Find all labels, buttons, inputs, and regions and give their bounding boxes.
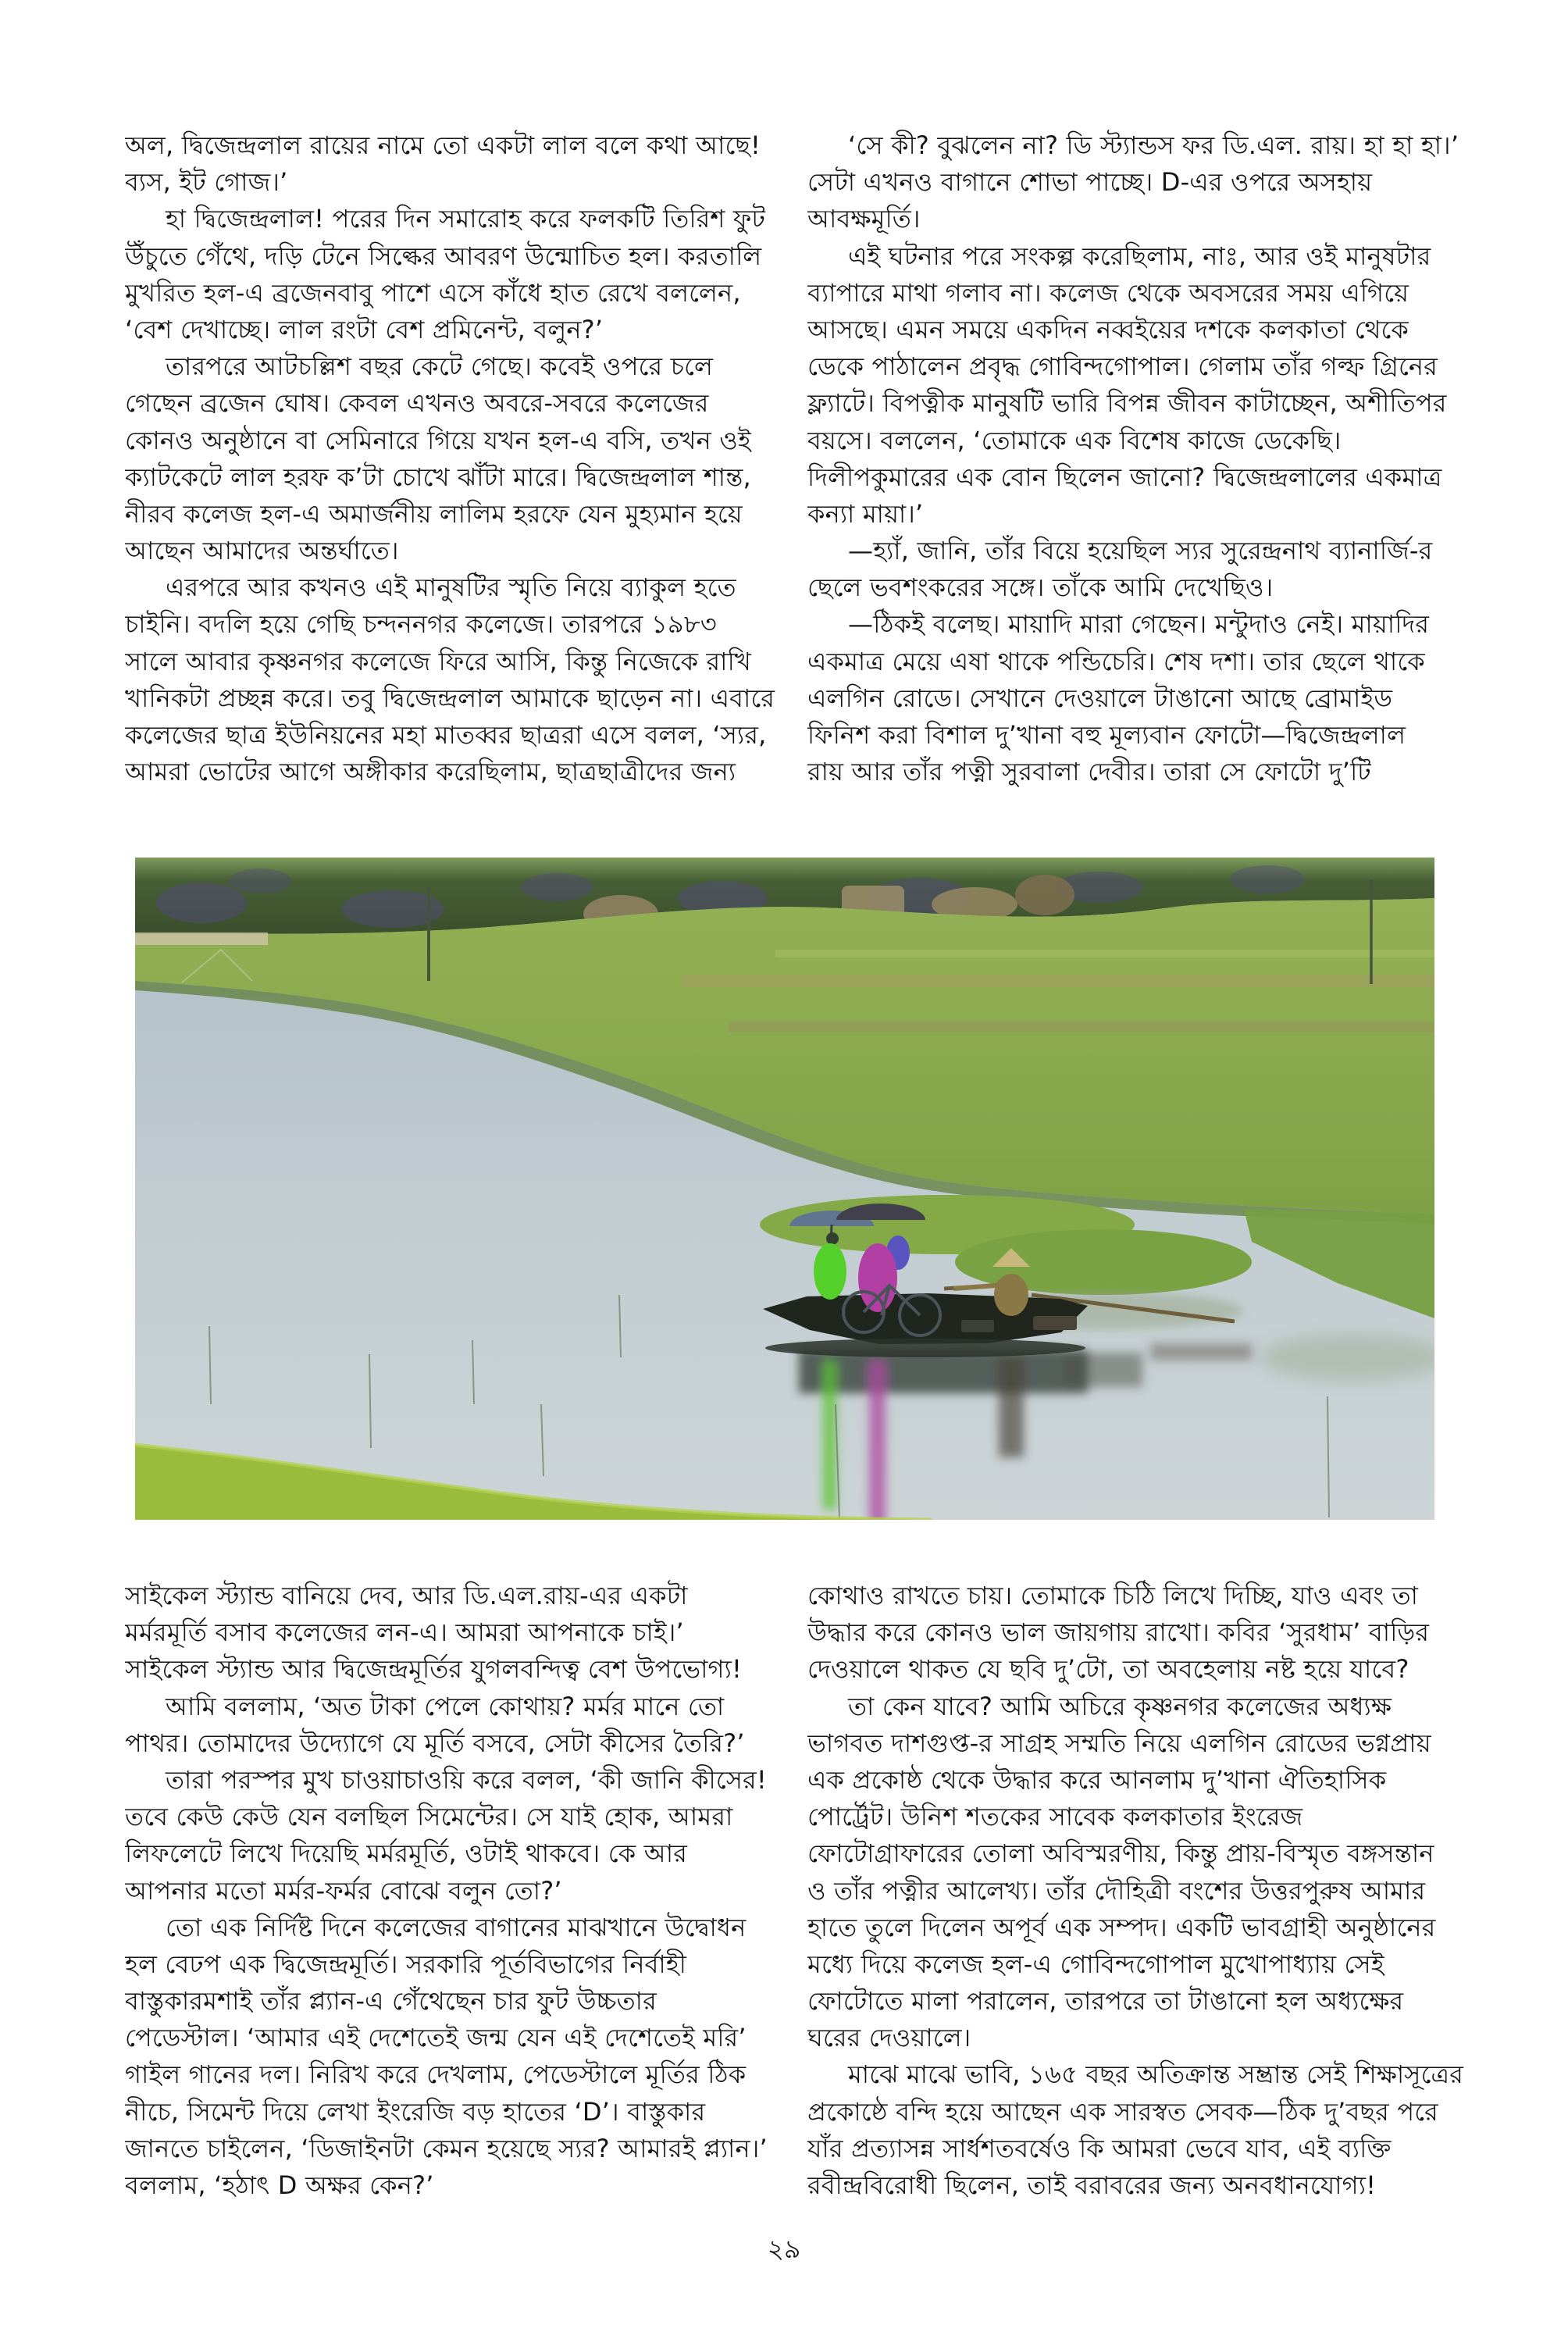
text-line: নীচে, সিমেন্ট দিয়ে লেখা ইংরেজি বড় হাতের ‘D’। বাস্তুকার bbox=[125, 2096, 706, 2127]
text-line: প্রকোষ্ঠে বন্দি হয়ে আছেন এক সারস্বত সেবক—ঠিক দু’বছর পরে bbox=[807, 2096, 1438, 2127]
text-line: সেটা এখনও বাগানে শোভা পাচ্ছে। D-এর ওপরে অসহায় bbox=[807, 167, 1373, 198]
text-line: মধ্যে দিয়ে কলেজ হল-এ গোবিন্দগোপাল মুখোপাধ্যায় সেই bbox=[807, 1949, 1384, 1979]
text-line: ঘরের দেওয়ালে। bbox=[807, 2023, 971, 2053]
text-line: উঁচুতে গেঁথে, দড়ি টেনে সিল্কের আবরণ উন্মোচিত হল। করতালি bbox=[125, 241, 762, 271]
text-line: গাইল গানের দল। নিরিখ করে দেখলাম, পেডেস্টালে মূর্তির ঠিক bbox=[125, 2059, 747, 2090]
text-line: হল বেঢপ এক দ্বিজেন্দ্রমূর্তি। সরকারি পূর্তবিভাগের নির্বাহী bbox=[125, 1949, 687, 1979]
text-line: এই ঘটনার পরে সংকল্প করেছিলাম, নাঃ, আর ওই মানুষটার bbox=[848, 241, 1431, 271]
text-line: ‘সে কী? বুঝলেন না? ডি স্ট্যান্ডস ফর ডি.এল. রায়। হা হা হা।’ bbox=[848, 130, 1459, 160]
text-line: গেছেন ব্রজেন ঘোষ। কেবল এখনও অবরে-সবরে কলেজের bbox=[125, 388, 709, 419]
text-line: লিফলেটে লিখে দিয়েছি মর্মরমূর্তি, ওটাই থাকবে। কে আর bbox=[125, 1838, 688, 1869]
text-line: তারপরে আটচল্লিশ বছর কেটে গেছে। কবেই ওপরে চলে bbox=[166, 351, 714, 382]
bottom-right-column bbox=[807, 1578, 1466, 2204]
text-line: আবক্ষমূর্তি। bbox=[807, 204, 921, 234]
text-line: তো এক নির্দিষ্ট দিনে কলেজের বাগানের মাঝখানে উদ্বোধন bbox=[166, 1912, 747, 1942]
text-line: আমি বললাম, ‘অত টাকা পেলে কোথায়? মর্মর মানে তো bbox=[166, 1691, 725, 1721]
text-line: জানতে চাইলেন, ‘ডিজাইনটা কেমন হয়েছে স্যর? আমারই প্ল্যান।’ bbox=[125, 2133, 768, 2163]
text-line: কলেজের ছাত্র ইউনিয়নের মহা মাতব্বর ছাত্ররা এসে বলল, ‘স্যর, bbox=[125, 720, 767, 750]
text-line: তবে কেউ কেউ যেন বলছিল সিমেন্টের। সে যাই হোক, আমরা bbox=[125, 1802, 733, 1832]
bottom-left-column bbox=[125, 1578, 784, 2204]
top-text-block bbox=[125, 127, 1466, 790]
text-line: কোনও অনুষ্ঠানে বা সেমিনারে গিয়ে যখন হল-এ বসি, তখন ওই bbox=[125, 425, 751, 455]
text-line: সালে আবার কৃষ্ণনগর কলেজে ফিরে আসি, কিন্তু নিজেকে রাখি bbox=[125, 646, 751, 676]
text-line: বললাম, ‘হঠাৎ D অক্ষর কেন?’ bbox=[125, 2170, 434, 2200]
text-line: খানিকটা প্রচ্ছন্ন করে। তবু দ্বিজেন্দ্রলাল আমাকে ছাড়েন না। এবারে bbox=[125, 683, 775, 713]
river-photo-graphic bbox=[135, 858, 1434, 1520]
text-line: সাইকেল স্ট্যান্ড বানিয়ে দেব, আর ডি.এল.রায়-এর একটা bbox=[125, 1581, 688, 1610]
text-line: ডেকে পাঠালেন প্রবৃদ্ধ গোবিন্দগোপাল। গেলাম তাঁর গল্ফ গ্রিনের bbox=[807, 351, 1438, 382]
text-line: ছেলে ভবশংকরের সঙ্গে। তাঁকে আমি দেখেছিও। bbox=[807, 572, 1274, 603]
text-line: —হ্যাঁ, জানি, তাঁর বিয়ে হয়েছিল স্যর সুরেন্দ্রনাথ ব্যানার্জি-র bbox=[848, 536, 1433, 566]
text-line: পেডেস্টাল। ‘আমার এই দেশেতেই জন্ম যেন এই দেশেতেই মরি’ bbox=[125, 2023, 747, 2053]
text-line: কন্যা মায়া।’ bbox=[807, 498, 924, 529]
bottom-text-block bbox=[125, 1578, 1466, 2204]
top-left-column bbox=[125, 127, 784, 790]
text-line: মর্মরমূর্তি বসাব কলেজের লন-এ। আমরা আপনাকে চাই।’ bbox=[125, 1617, 684, 1648]
text-line: তারা পরস্পর মুখ চাওয়াচাওয়ি করে বলল, ‘কী জানি কীসের! bbox=[166, 1764, 767, 1795]
text-line: ফ্ল্যাটে। বিপত্নীক মানুষটি ভারি বিপন্ন জীবন কাটাচ্ছেন, অশীতিপর bbox=[807, 388, 1447, 419]
text-line: দিলীপকুমারের এক বোন ছিলেন জানো? দ্বিজেন্দ্রলালের একমাত্র bbox=[807, 462, 1442, 492]
text-line: যাঁর প্রত্যাসন্ন সার্ধশতবর্ষেও কি আমরা ভেবে যাব, এই ব্যক্তি bbox=[807, 2133, 1392, 2163]
text-line: বাস্তুকারমশাই তাঁর প্ল্যান-এ গেঁথেছেন চার ফুট উচ্চতার bbox=[125, 1986, 657, 2017]
text-line: উদ্ধার করে কোনও ভাল জায়গায় রাখো। কবির ‘সুরধাম’ বাড়ির bbox=[807, 1617, 1430, 1648]
text-line: ও তাঁর পত্নীর আলেখ্য। তাঁর দৌহিত্রী বংশের উত্তরপুরুষ আমার bbox=[807, 1875, 1426, 1906]
text-line: এলগিন রোডে। সেখানে দেওয়ালে টাঙানো আছে ব্রোমাইড bbox=[807, 683, 1393, 713]
text-line: ক্যাটকেটে লাল হরফ ক’টা চোখে ঝাঁটা মারে। দ্বিজেন্দ্রলাল শান্ত, bbox=[125, 462, 751, 492]
text-line: আসছে। এমন সময়ে একদিন নব্বইয়ের দশকে কলকাতা থেকে bbox=[807, 314, 1409, 344]
text-line: মাঝে মাঝে ভাবি, ১৬৫ বছর অতিক্রান্ত সম্ভ্রান্ত সেই শিক্ষাসূত্রের bbox=[848, 2059, 1464, 2090]
text-line: তা কেন যাবে? আমি অচিরে কৃষ্ণনগর কলেজের অধ্যক্ষ bbox=[848, 1691, 1392, 1721]
text-line: হাতে তুলে দিলেন অপূর্ব এক সম্পদ। একটি ভাবগ্রাহী অনুষ্ঠানের bbox=[807, 1912, 1436, 1942]
page-number: ২৯ bbox=[767, 2234, 801, 2264]
text-line: হা দ্বিজেন্দ্রলাল! পরের দিন সমারোহ করে ফলকটি তিরিশ ফুট bbox=[166, 204, 766, 234]
text-line: মুখরিত হল-এ ব্রজেনবাবু পাশে এসে কাঁধে হাত রেখে বললেন, bbox=[125, 277, 741, 308]
text-line: পাথর। তোমাদের উদ্যোগে যে মূর্তি বসবে, সেটা কীসের তৈরি?’ bbox=[125, 1728, 745, 1758]
text-line: রবীন্দ্রবিরোধী ছিলেন, তাই বরাবরের জন্য অনবধানযোগ্য! bbox=[807, 2170, 1377, 2200]
text-line: ফোটোগ্রাফারের তোলা অবিস্মরণীয়, কিন্তু প্রায়-বিস্মৃত বঙ্গসন্তান bbox=[807, 1838, 1434, 1869]
text-line: কোথাও রাখতে চায়। তোমাকে চিঠি লিখে দিচ্ছি, যাও এবং তা bbox=[807, 1581, 1419, 1610]
text-line: বয়সে। বললেন, ‘তোমাকে এক বিশেষ কাজে ডেকেছি। bbox=[807, 425, 1342, 455]
top-right-column bbox=[807, 127, 1466, 790]
river-photo bbox=[135, 858, 1434, 1520]
text-line: পোর্ট্রেট। উনিশ শতকের সাবেক কলকাতার ইংরেজ bbox=[807, 1802, 1303, 1832]
text-line: —ঠিকই বলেছ। মায়াদি মারা গেছেন। মন্টুদাও নেই। মায়াদির bbox=[848, 609, 1430, 640]
text-line: ‘বেশ দেখাচ্ছে। লাল রংটা বেশ প্রমিনেন্ট, বলুন?’ bbox=[125, 314, 604, 344]
text-line: এক প্রকোষ্ঠ থেকে উদ্ধার করে আনলাম দু’খানা ঐতিহাসিক bbox=[807, 1764, 1387, 1795]
text-line: রায় আর তাঁর পত্নী সুরবালা দেবীর। তারা সে ফোটো দু’টি bbox=[807, 757, 1371, 787]
text-line: ভাগবত দাশগুপ্ত-র সাগ্রহ সম্মতি নিয়ে এলগিন রোডের ভগ্নপ্রায় bbox=[807, 1728, 1431, 1758]
text-line: ব্যাপারে মাথা গলাব না। কলেজ থেকে অবসরের সময় এগিয়ে bbox=[807, 277, 1409, 308]
text-line: ব্যস, ইট গোজ।’ bbox=[125, 167, 288, 198]
text-line: একমাত্র মেয়ে এষা থাকে পন্ডিচেরি। শেষ দশা। তার ছেলে থাকে bbox=[807, 646, 1425, 676]
text-line: ফিনিশ করা বিশাল দু’খানা বহু মূল্যবান ফোটো—দ্বিজেন্দ্রলাল bbox=[807, 720, 1406, 750]
text-line: অল, দ্বিজেন্দ্রলাল রায়ের নামে তো একটা লাল বলে কথা আছে! bbox=[125, 130, 761, 160]
text-line: দেওয়ালে থাকত যে ছবি দু’টো, তা অবহেলায় নষ্ট হয়ে যাবে? bbox=[807, 1654, 1409, 1685]
text-line: আছেন আমাদের অন্তর্ঘাতে। bbox=[125, 536, 399, 566]
text-line: ফোটোতে মালা পরালেন, তারপরে তা টাঙানো হল অধ্যক্ষের bbox=[807, 1986, 1404, 2017]
text-line: এরপরে আর কখনও এই মানুষটির স্মৃতি নিয়ে ব্যাকুল হতে bbox=[166, 572, 736, 603]
text-line: নীরব কলেজ হল-এ অমার্জনীয় লালিম হরফে যেন মুহ্যমান হয়ে bbox=[125, 498, 743, 529]
text-line: চাইনি। বদলি হয়ে গেছি চন্দননগর কলেজে। তারপরে ১৯৮৩ bbox=[125, 609, 717, 640]
text-line: আপনার মতো মর্মর-ফর্মর বোঝে বলুন তো?’ bbox=[125, 1875, 562, 1906]
text-line: আমরা ভোটের আগে অঙ্গীকার করেছিলাম, ছাত্রছাত্রীদের জন্য bbox=[125, 757, 736, 787]
text-line: সাইকেল স্ট্যান্ড আর দ্বিজেন্দ্রমূর্তির যুগলবন্দিত্ব বেশ উপভোগ্য! bbox=[125, 1654, 743, 1685]
